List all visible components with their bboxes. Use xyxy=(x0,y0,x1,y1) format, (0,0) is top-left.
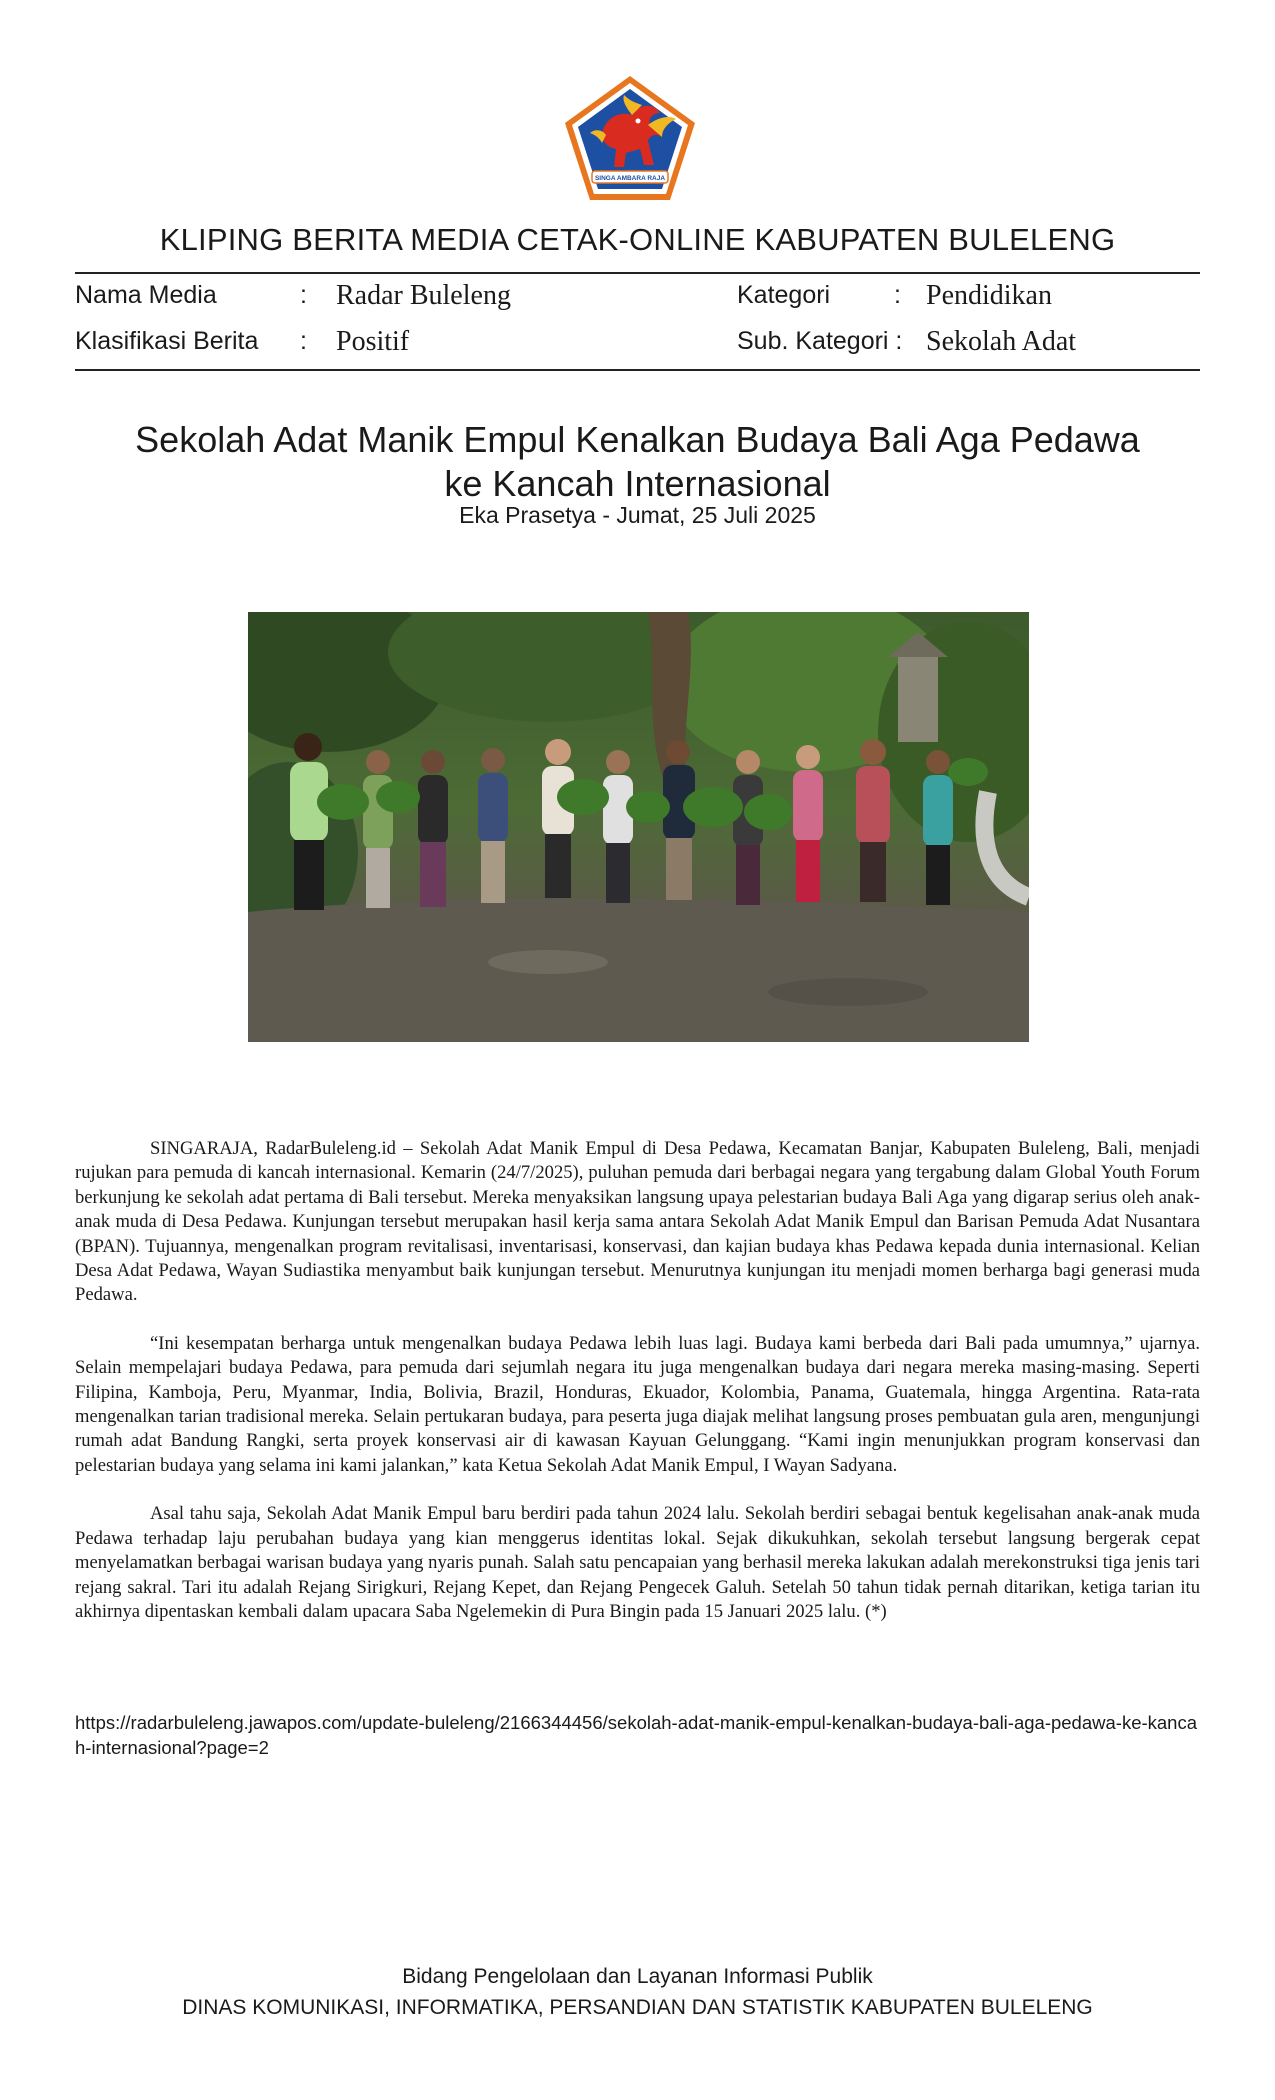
source-url: https://radarbuleleng.jawapos.com/update-buleleng/2166344456/sekolah-adat-manik-empul-kenalkan-budaya-bali-aga-pedawa-ke-kancah-internasional?page=2 xyxy=(75,1712,1198,1758)
header-divider-top xyxy=(75,272,1200,274)
headline-line-2: ke Kancah Internasional xyxy=(444,463,831,504)
article-body xyxy=(75,1137,1200,1648)
klasifikasi-colon: : xyxy=(300,327,307,355)
sub-kategori-value: Sekolah Adat xyxy=(926,326,1077,357)
kategori-label: Kategori xyxy=(737,281,831,309)
klasifikasi-value: Positif xyxy=(336,326,410,357)
buleleng-crest-icon xyxy=(562,73,698,203)
kategori-colon: : xyxy=(894,281,901,309)
page-title: KLIPING BERITA MEDIA CETAK-ONLINE KABUPATEN BULELENG xyxy=(159,222,1116,257)
article-headline xyxy=(0,418,1275,506)
footer-department: Bidang Pengelolaan dan Layanan Informasi Publik xyxy=(402,1965,873,1988)
regency-logo xyxy=(562,73,698,203)
nama-media-label: Nama Media xyxy=(75,281,217,309)
kategori-value: Pendidikan xyxy=(926,280,1052,311)
article-photo xyxy=(248,612,1029,1042)
logo-motto: SINGA AMBARA RAJA xyxy=(594,175,666,182)
article-paragraph-2: “Ini kesempatan berharga untuk mengenalkan budaya Pedawa lebih luas lagi. Budaya kami berbeda dari Bali pada umumnya,” ujarnya. Selain mempelajari budaya Pedawa, para pemuda dari sejumlah negara itu juga mengenalkan budaya dari negara mereka masing-masing. Seperti Filipina, Kamboja, Peru, Myanmar, India, Bolivia, Brazil, Honduras, Ekuador, Kolombia, Panama, Guatemala, hingga Argentina. Rata-rata mengenalkan tarian tradisional mereka. Selain pertukaran budaya, para peserta juga diajak melihat langsung proses pembuatan gula aren, mengunjungi rumah adat Bandung Rangki, serta proyek konservasi air di kawasan Kayuan Gelunggang. “Kami ingin menunjukkan program konservasi dan pelestarian budaya yang selama ini kami jalankan,” kata Ketua Sekolah Adat Manik Empul, I Wayan Sadyana. xyxy=(75,1332,1200,1476)
footer-agency: DINAS KOMUNIKASI, INFORMATIKA, PERSANDIAN DAN STATISTIK KABUPATEN BULELENG xyxy=(182,1996,1093,2019)
sub-kategori-label: Sub. Kategori : xyxy=(737,327,903,355)
article-byline: Eka Prasetya - Jumat, 25 Juli 2025 xyxy=(459,502,816,528)
nama-media-colon: : xyxy=(300,281,307,309)
headline-line-1: Sekolah Adat Manik Empul Kenalkan Budaya Bali Aga Pedawa xyxy=(135,419,1140,460)
article-paragraph-3: Asal tahu saja, Sekolah Adat Manik Empul baru berdiri pada tahun 2024 lalu. Sekolah berdiri sebagai bentuk kegelisahan anak-anak muda Pedawa terhadap laju perubahan budaya yang kian menggerus identitas lokal. Sejak dikukuhkan, sekolah tersebut langsung bergerak cepat menyelamatkan berbagai warisan budaya yang nyaris punah. Salah satu pencapaian yang berhasil mereka lakukan adalah merekonstruksi tiga jenis tari rejang sakral. Tari itu adalah Rejang Sirigkuri, Rejang Kepet, dan Rejang Pengecek Galuh. Setelah 50 tahun tidak pernah ditarikan, ketiga tarian itu akhirnya dipentaskan kembali dalam upacara Saba Ngelemekin di Pura Bingin pada 15 Januari 2025 lalu. (*) xyxy=(75,1503,1200,1622)
klasifikasi-label: Klasifikasi Berita xyxy=(75,327,259,355)
nama-media-value: Radar Buleleng xyxy=(336,280,511,311)
article-paragraph-1: SINGARAJA, RadarBuleleng.id – Sekolah Adat Manik Empul di Desa Pedawa, Kecamatan Banjar, Kabupaten Buleleng, Bali, menjadi rujukan para pemuda di kancah internasional. Kemarin (24/7/2025), puluhan pemuda dari berbagai negara yang tergabung dalam Global Youth Forum berkunjung ke sekolah adat pertama di Bali tersebut. Mereka menyaksikan langsung upaya pelestarian budaya Bali Aga yang digarap serius oleh anak-anak muda di Desa Pedawa. Kunjungan tersebut merupakan hasil kerja sama antara Sekolah Adat Manik Empul dan Barisan Pemuda Adat Nusantara (BPAN). Tujuannya, mengenalkan program revitalisasi, inventarisasi, konservasi, dan kajian budaya khas Pedawa kepada dunia internasional. Kelian Desa Adat Pedawa, Wayan Sudiastika menyambut baik kunjungan tersebut. Menurutnya kunjungan itu menjadi momen berharga bagi generasi muda Pedawa. xyxy=(75,1138,1200,1306)
header-divider-bottom xyxy=(75,369,1200,371)
